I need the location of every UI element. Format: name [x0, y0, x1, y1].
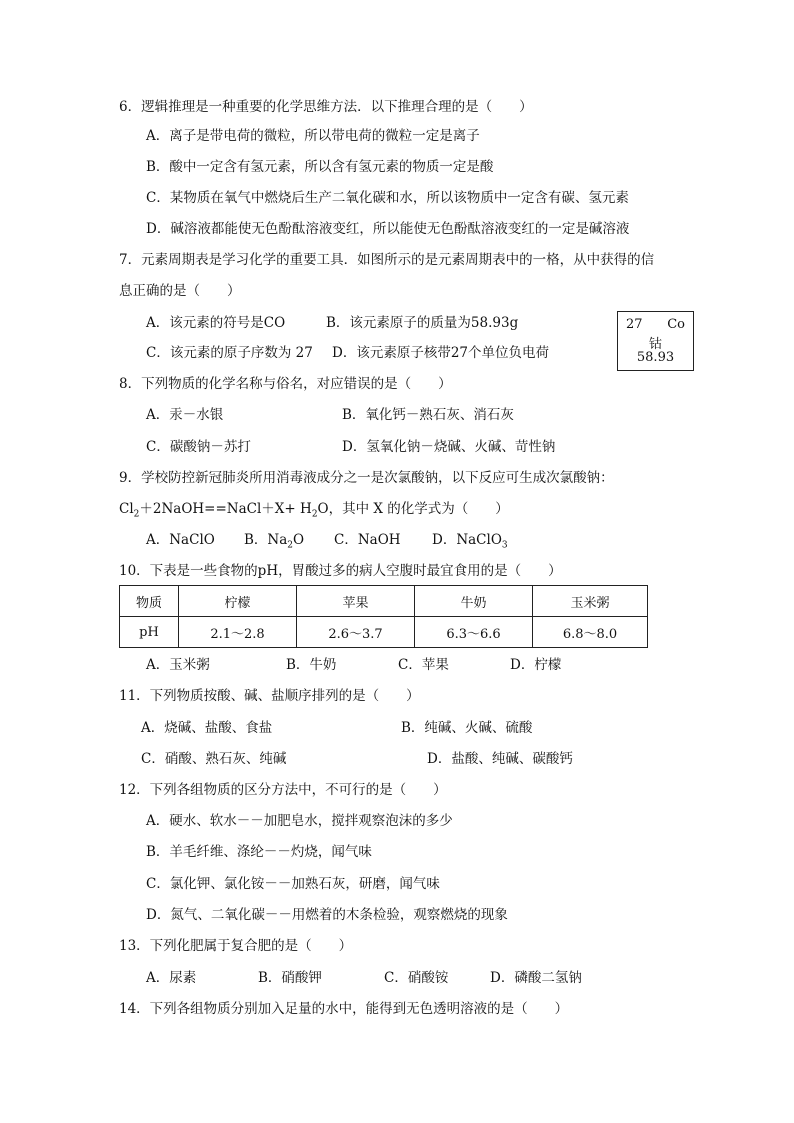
question-6-stem: 6．逻辑推理是一种重要的化学思维方法．以下推理合理的是（ ）	[119, 99, 533, 115]
question-6-option-d: D．碱溶液都能使无色酚酞溶液变红，所以能使无色酚酞溶液变红的一定是碱溶液	[146, 221, 630, 237]
atomic-mass: 58.93	[636, 350, 675, 365]
table-header-cell: 牛奶	[415, 586, 533, 617]
question-12-option-a: A．硬水、软水－－加肥皂水，搅拌观察泡沫的多少	[146, 813, 453, 829]
equation-cl-subscript: 2	[133, 509, 140, 520]
question-9-stem: 9．学校防控新冠肺炎所用消毒液成分之一是次氯酸钠，以下反应可生成次氯酸钠：	[119, 470, 614, 486]
question-8-option-d: D．氢氧化钠－烧碱、火碱、苛性钠	[342, 439, 556, 455]
element-name: 钴	[648, 337, 662, 352]
table-cell: pH	[120, 617, 179, 648]
question-12-option-d: D．氮气、二氧化碳－－用燃着的木条检验，观察燃烧的现象	[146, 907, 508, 923]
table-header-cell: 苹果	[297, 586, 415, 617]
table-header-cell: 柠檬	[179, 586, 297, 617]
atomic-number: 27	[626, 317, 643, 332]
question-7-option-a: A．该元素的符号是CO	[146, 315, 286, 331]
question-13-stem: 13．下列化肥属于复合肥的是（ ）	[119, 938, 353, 954]
question-9-option-b	[244, 530, 304, 556]
table-cell: 2.1～2.8	[179, 617, 297, 648]
question-6-option-a: A．离子是带电荷的微粒，所以带电荷的微粒一定是离子	[146, 128, 480, 144]
question-11-stem: 11．下列物质按酸、碱、盐顺序排列的是（ ）	[119, 688, 420, 704]
question-11-option-b: B．纯碱、火碱、硫酸	[401, 720, 533, 736]
option-d-text: D．NaClO	[432, 532, 502, 548]
question-7-stem-line1: 7．元素周期表是学习化学的重要工具．如图所示的是元素周期表中的一格，从中获得的信	[119, 252, 655, 268]
question-10-option-d: D．柠檬	[510, 657, 562, 673]
equation-end: O，其中 X 的化学式为（ ）	[317, 501, 509, 517]
question-10-stem: 10．下表是一些食物的pH，胃酸过多的病人空腹时最宜食用的是（ ）	[119, 563, 562, 579]
question-13-option-d: D．磷酸二氢钠	[490, 970, 582, 986]
table-cell: 2.6～3.7	[297, 617, 415, 648]
question-13-option-b: B．硝酸钾	[258, 970, 322, 986]
periodic-table-cell	[617, 311, 694, 371]
question-7-option-d: D．该元素原子核带27个单位负电荷	[332, 345, 550, 361]
question-11-option-a: A．烧碱、盐酸、食盐	[141, 720, 273, 736]
question-13-option-c: C．硝酸铵	[384, 970, 449, 986]
ph-table	[119, 585, 648, 648]
question-10-option-b: B．牛奶	[286, 657, 337, 673]
table-header-cell: 玉米粥	[533, 586, 648, 617]
question-6-option-c: C．某物质在氧气中燃烧后生产二氧化碳和水，所以该物质中一定含有碳、氢元素	[146, 190, 629, 206]
option-b-end: O	[293, 532, 305, 548]
question-9-option-d	[432, 530, 508, 556]
question-13-option-a: A．尿素	[146, 970, 197, 986]
equation-middle: ＋2NaOH==NaCl＋X+ H	[139, 501, 312, 517]
question-8-option-c: C．碳酸钠－苏打	[146, 439, 251, 455]
question-9-equation	[119, 499, 509, 525]
question-10-option-c: C．苹果	[398, 657, 449, 673]
question-12-option-c: C．氯化钾、氯化铵－－加熟石灰，研磨，闻气味	[146, 876, 440, 892]
table-row	[120, 617, 648, 648]
question-8-option-b: B．氧化钙－熟石灰、消石灰	[342, 407, 514, 423]
question-7-option-c: C．该元素的原子序数为 27	[146, 345, 313, 361]
table-header-cell: 物质	[120, 586, 179, 617]
question-6-option-b: B．酸中一定含有氢元素，所以含有氢元素的物质一定是酸	[146, 159, 494, 175]
question-7-option-b: B．该元素原子的质量为58.93g	[326, 315, 519, 331]
table-cell: 6.3～6.6	[415, 617, 533, 648]
question-11-option-d: D．盐酸、纯碱、碳酸钙	[427, 751, 573, 767]
question-8-option-a: A．汞－水银	[146, 407, 224, 423]
element-symbol: Co	[667, 317, 685, 332]
question-12-stem: 12．下列各组物质的区分方法中，不可行的是（ ）	[119, 782, 447, 798]
question-7-stem-line2: 息正确的是（ ）	[119, 283, 241, 299]
table-row	[120, 586, 648, 617]
option-d-subscript: 3	[501, 540, 508, 551]
question-9-option-a: A．NaClO	[146, 532, 215, 548]
equation-cl: Cl	[119, 501, 134, 517]
equation-h-subscript: 2	[311, 509, 318, 520]
question-12-option-b: B．羊毛纤维、涤纶－－灼烧，闻气味	[146, 844, 372, 860]
question-9-option-c: C．NaOH	[334, 532, 401, 548]
question-11-option-c: C．硝酸、熟石灰、纯碱	[141, 751, 287, 767]
table-cell: 6.8～8.0	[533, 617, 648, 648]
option-b-text: B．Na	[244, 532, 288, 548]
question-14-stem: 14．下列各组物质分别加入足量的水中，能得到无色透明溶液的是（ ）	[119, 1001, 569, 1017]
option-b-subscript: 2	[287, 540, 294, 551]
question-10-option-a: A．玉米粥	[146, 657, 210, 673]
question-8-stem: 8．下列物质的化学名称与俗名，对应错误的是（ ）	[119, 376, 452, 392]
